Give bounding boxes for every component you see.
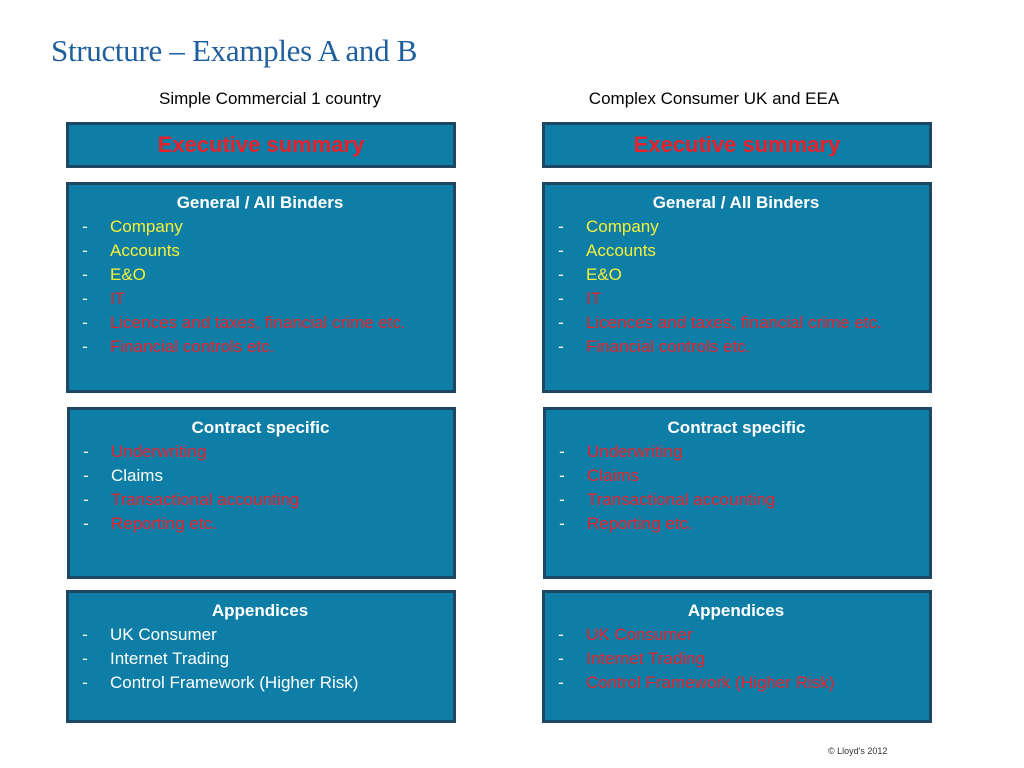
- list-item-text: Internet Trading: [586, 649, 706, 668]
- list-item-text: Licences and taxes, financial crime etc.: [110, 313, 406, 332]
- section-title: Contract specific: [667, 418, 806, 437]
- bullet-dash: -: [558, 265, 564, 284]
- list-item-text: Licences and taxes, financial crime etc.: [586, 313, 882, 332]
- list-item: [78, 488, 443, 512]
- list-item-text: E&O: [110, 265, 146, 284]
- list-item: [77, 335, 443, 359]
- bullet-dash: -: [83, 490, 89, 509]
- bullet-dash: -: [82, 649, 88, 668]
- list-item: [554, 512, 919, 536]
- list-item: [553, 623, 919, 647]
- list-item: [554, 488, 919, 512]
- bullet-dash: -: [559, 466, 565, 485]
- list-item: [553, 311, 919, 335]
- column-a-general-box: [66, 182, 456, 393]
- list-item-text: Underwriting: [111, 442, 207, 461]
- column-a-heading: Simple Commercial 1 country: [158, 89, 381, 108]
- list-item: [553, 215, 919, 239]
- list-item: [77, 671, 443, 695]
- list-item-text: Transactional accounting: [111, 490, 300, 509]
- list-item-text: Transactional accounting: [587, 490, 776, 509]
- list-item-text: Accounts: [110, 241, 180, 260]
- column-b-contract-box: [543, 407, 932, 579]
- bullet-dash: -: [83, 514, 89, 533]
- copyright-footer: © Lloyd's 2012: [828, 746, 888, 756]
- list-item: [554, 464, 919, 488]
- list-item-text: Internet Trading: [110, 649, 230, 668]
- bullet-dash: -: [558, 649, 564, 668]
- list-item: [553, 335, 919, 359]
- section-items: [77, 623, 443, 695]
- bullet-dash: -: [82, 337, 88, 356]
- list-item-text: Control Framework (Higher Risk): [110, 673, 359, 692]
- column-b-general-box: [542, 182, 932, 393]
- list-item-text: UK Consumer: [110, 625, 217, 644]
- page-title: Structure – Examples A and B: [51, 33, 418, 68]
- bullet-dash: -: [558, 313, 564, 332]
- bullet-dash: -: [558, 241, 564, 260]
- column-b-appendices-box: [542, 590, 932, 723]
- list-item: [553, 239, 919, 263]
- list-item-text: Company: [110, 217, 183, 236]
- list-item: [553, 287, 919, 311]
- list-item-text: Underwriting: [587, 442, 683, 461]
- bullet-dash: -: [559, 490, 565, 509]
- section-title: General / All Binders: [176, 193, 344, 212]
- list-item-text: Reporting etc.: [587, 514, 693, 533]
- list-item-text: Control Framework (Higher Risk): [586, 673, 835, 692]
- column-b-executive-summary-box: [542, 122, 932, 168]
- bullet-dash: -: [559, 514, 565, 533]
- bullet-dash: -: [558, 337, 564, 356]
- column-b-heading: Complex Consumer UK and EEA: [588, 89, 840, 108]
- column-a-contract-box: [67, 407, 456, 579]
- list-item-text: Claims: [587, 466, 639, 485]
- list-item: [77, 647, 443, 671]
- section-items: [77, 215, 443, 359]
- list-item-text: Financial controls etc.: [110, 337, 275, 356]
- bullet-dash: -: [83, 442, 89, 461]
- bullet-dash: -: [559, 442, 565, 461]
- list-item: [553, 647, 919, 671]
- section-items: [553, 215, 919, 359]
- section-title: Appendices: [211, 601, 309, 620]
- list-item: [78, 464, 443, 488]
- list-item: [77, 239, 443, 263]
- section-items: [553, 623, 919, 695]
- column-a-executive-summary-box: [66, 122, 456, 168]
- section-title: Contract specific: [191, 418, 330, 437]
- list-item-text: Claims: [111, 466, 163, 485]
- list-item-text: Financial controls etc.: [586, 337, 751, 356]
- executive-summary-label: Executive summary: [157, 132, 365, 157]
- section-title: General / All Binders: [652, 193, 820, 212]
- bullet-dash: -: [558, 289, 564, 308]
- list-item: [77, 263, 443, 287]
- section-items: [554, 440, 919, 536]
- bullet-dash: -: [83, 466, 89, 485]
- bullet-dash: -: [82, 625, 88, 644]
- bullet-dash: -: [82, 217, 88, 236]
- bullet-dash: -: [82, 241, 88, 260]
- executive-summary-label: Executive summary: [633, 132, 841, 157]
- column-a-appendices-box: [66, 590, 456, 723]
- list-item: [553, 263, 919, 287]
- section-items: [78, 440, 443, 536]
- list-item: [77, 623, 443, 647]
- list-item: [77, 311, 443, 335]
- list-item-text: IT: [110, 289, 126, 308]
- list-item-text: UK Consumer: [586, 625, 693, 644]
- bullet-dash: -: [82, 265, 88, 284]
- list-item: [77, 215, 443, 239]
- bullet-dash: -: [82, 313, 88, 332]
- bullet-dash: -: [558, 217, 564, 236]
- bullet-dash: -: [82, 289, 88, 308]
- list-item: [554, 440, 919, 464]
- bullet-dash: -: [82, 673, 88, 692]
- list-item: [78, 512, 443, 536]
- list-item-text: Reporting etc.: [111, 514, 217, 533]
- bullet-dash: -: [558, 625, 564, 644]
- list-item: [78, 440, 443, 464]
- list-item-text: IT: [586, 289, 602, 308]
- list-item: [553, 671, 919, 695]
- bullet-dash: -: [558, 673, 564, 692]
- list-item-text: Company: [586, 217, 659, 236]
- section-title: Appendices: [687, 601, 785, 620]
- list-item-text: E&O: [586, 265, 622, 284]
- list-item: [77, 287, 443, 311]
- list-item-text: Accounts: [586, 241, 656, 260]
